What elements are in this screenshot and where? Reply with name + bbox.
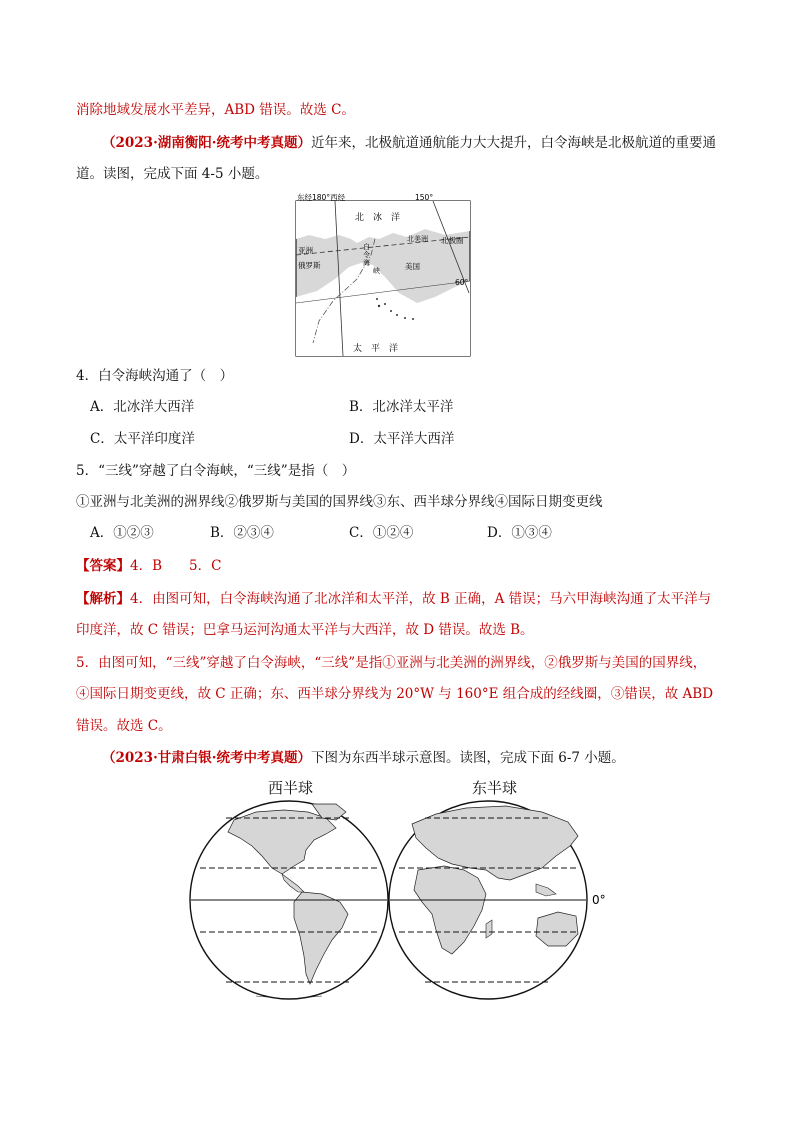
q4-stem: 4．白令海峡沟通了（ ） (76, 368, 234, 384)
map-label-strait-1: 白 (363, 243, 370, 251)
intro-text-2: 下图为东西半球示意图。读图，完成下面 6-7 小题。 (310, 750, 625, 766)
map-label-arctic-ocean: 北 冰 洋 (355, 213, 401, 223)
answer-tag: 【答案】 (76, 558, 130, 574)
answer-line (76, 556, 221, 576)
analysis-line-1 (76, 589, 711, 609)
q4-option-b: B．北冰洋太平洋 (349, 399, 454, 415)
west-hemisphere-label: 西半球 (268, 779, 314, 797)
map-label-strait-4: 峡 (373, 267, 380, 275)
analysis-line-2: 印度洋，故 C 错误；巴拿马运河沟通太平洋与大西洋，故 D 错误。故选 B。 (76, 622, 534, 638)
hemispheres-map (186, 798, 606, 1002)
source-tag: （2023·湖南衡阳·统考中考真题） (102, 135, 311, 151)
q5-option-d: D．①③④ (487, 525, 552, 541)
q5-items: ①亚洲与北美洲的洲界线②俄罗斯与美国的国界线③东、西半球分界线④国际日期变更线 (76, 494, 603, 510)
map-label-60: 60° (455, 278, 469, 287)
intro-continuation: 道。读图，完成下面 4-5 小题。 (76, 166, 269, 182)
analysis-tag: 【解析】 (76, 591, 130, 607)
q4-option-a: A．北冰洋大西洋 (90, 399, 195, 415)
map-label-strait-2: 令 (363, 251, 370, 259)
q5-option-b: B．②③④ (210, 525, 274, 541)
intro-text: 近年来，北极航道通航能力大大提升，白令海峡是北极航道的重要通 (310, 135, 716, 151)
q5-option-a: A．①②③ (90, 525, 154, 541)
answer-text: 4．B 5．C (130, 558, 222, 574)
map-label-usa: 美国 (405, 262, 420, 271)
question-intro-2 (102, 748, 625, 768)
map-label-150: 150° (415, 193, 434, 202)
q5-option-c: C．①②④ (349, 525, 414, 541)
source-tag-2: （2023·甘肃白银·统考中考真题） (102, 750, 311, 766)
q4-option-d: D．太平洋大西洋 (349, 431, 455, 447)
map-label-pacific: 太 平 洋 (353, 344, 399, 354)
q5-stem: 5．“三线”穿越了白令海峡，“三线”是指（ ） (76, 463, 356, 479)
east-hemisphere-label: 东半球 (472, 779, 518, 797)
bering-strait-map (295, 193, 471, 357)
equator-label: 0° (592, 893, 606, 907)
map-label-north-america: 北美洲 (407, 235, 428, 243)
analysis-line-4: ④国际日期变更线，故 C 正确；东、西半球分界线为 20°W 与 160°E 组合成的经线圈，③错误，故 ABD (76, 686, 714, 702)
analysis-p1a: 4．由图可知，白令海峡沟通了北冰洋和太平洋，故 B 正确，A 错误；马六甲海峡沟通了太平洋与 (130, 591, 712, 607)
map-label-strait-3: 海 (363, 259, 370, 267)
analysis-line-3: 5．由图可知，“三线”穿越了白令海峡，“三线”是指①亚洲与北美洲的洲界线，②俄罗斯与美国的国界线， (76, 655, 707, 671)
analysis-tail-line: 消除地域发展水平差异，ABD 错误。故选 C。 (76, 102, 355, 118)
map-label-asia: 亚洲 (298, 246, 313, 255)
map-label-longitude: 东经180°西经 (297, 193, 346, 202)
map-label-arctic-circle: 北极圈 (441, 236, 464, 245)
q4-option-c: C．太平洋印度洋 (90, 431, 195, 447)
analysis-line-5: 错误。故选 C。 (76, 718, 172, 734)
question-intro-line (102, 133, 716, 153)
map-label-russia: 俄罗斯 (298, 261, 321, 270)
